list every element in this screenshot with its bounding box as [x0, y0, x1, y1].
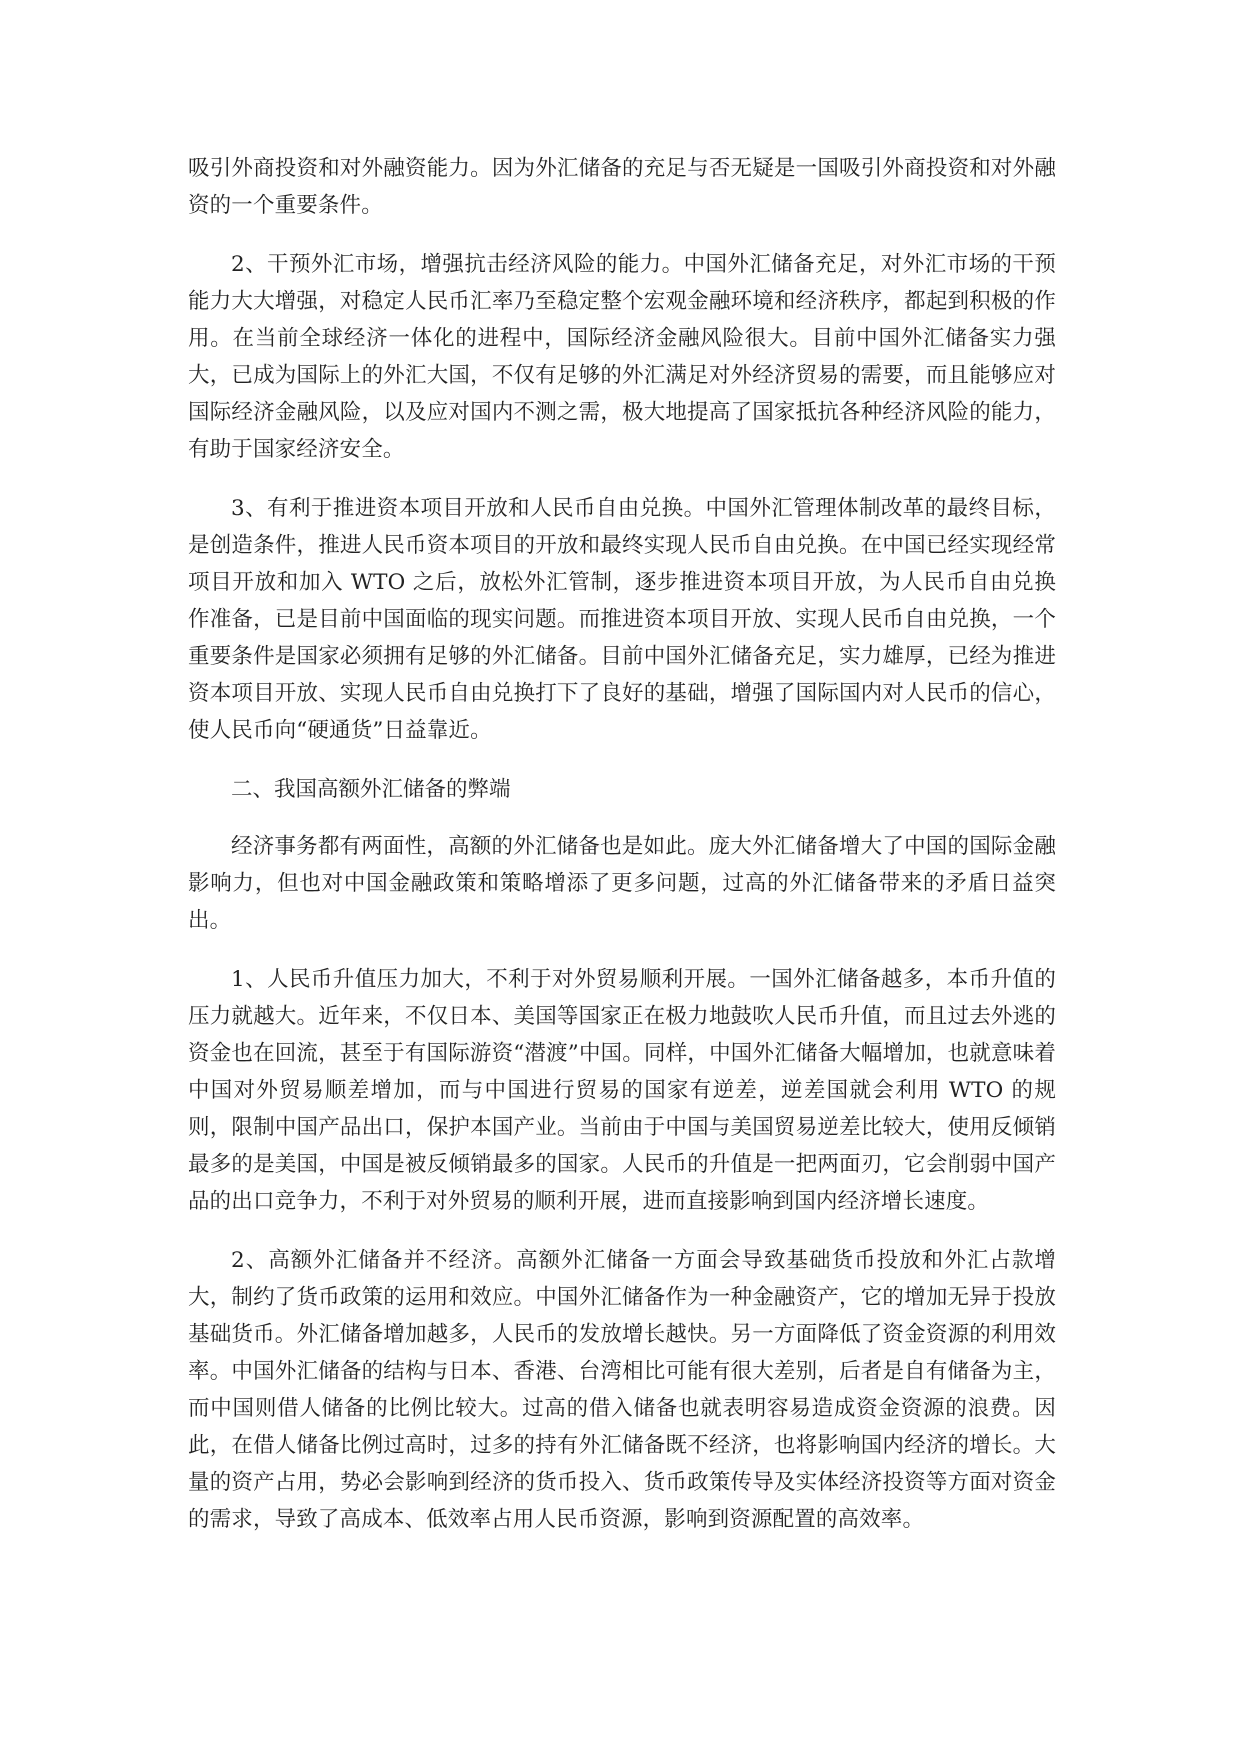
paragraph-drawback-1: 1、人民币升值压力加大，不利于对外贸易顺利开展。一国外汇储备越多，本币升值的压力就越大。近年来，不仅日本、美国等国家正在极力地鼓吹人民币升值，而且过去外逃的资金也在回流，甚至于有国际游资“潜渡”中国。同样，中国外汇储备大幅增加，也就意味着中国对外贸易顺差增加，而与中国进行贸易的国家有逆差，逆差国就会利用 WTO 的规则，限制中国产品出口，保护本国产业。当前由于中国与美国贸易逆差比较大，使用反倾销最多的是美国，中国是被反倾销最多的国家。人民币的升值是一把两面刃，它会削弱中国产品的出口竞争力，不利于对外贸易的顺利开展，进而直接影响到国内经济增长速度。 — [188, 967, 1056, 1214]
document-body — [188, 150, 1056, 1560]
paragraph-continuation: 吸引外商投资和对外融资能力。因为外汇储备的充足与否无疑是一国吸引外商投资和对外融资的一个重要条件。 — [188, 156, 1056, 218]
paragraph-intro: 经济事务都有两面性，高额的外汇储备也是如此。庞大外汇储备增大了中国的国际金融影响力，但也对中国金融政策和策略增添了更多问题，过高的外汇储备带来的矛盾日益突出。 — [188, 834, 1056, 933]
section-heading: 二、我国高额外汇储备的弊端 — [231, 777, 511, 802]
paragraph-drawback-2: 2、高额外汇储备并不经济。高额外汇储备一方面会导致基础货币投放和外汇占款增大，制约了货币政策的运用和效应。中国外汇储备作为一种金融资产，它的增加无异于投放基础货币。外汇储备增加越多，人民币的发放增长越快。另一方面降低了资金资源的利用效率。中国外汇储备的结构与日本、香港、台湾相比可能有很大差别，后者是自有储备为主，而中国则借人储备的比例比较大。过高的借入储备也就表明容易造成资金资源的浪费。因此，在借人储备比例过高时，过多的持有外汇储备既不经济，也将影响国内经济的增长。大量的资产占用，势必会影响到经济的货币投入、货币政策传导及实体经济投资等方面对资金的需求，导致了高成本、低效率占用人民币资源，影响到资源配置的高效率。 — [188, 1248, 1056, 1532]
paragraph-point-2: 2、干预外汇市场，增强抗击经济风险的能力。中国外汇储备充足，对外汇市场的干预能力大大增强，对稳定人民币汇率乃至稳定整个宏观金融环境和经济秩序，都起到积极的作用。在当前全球经济一体化的进程中，国际经济金融风险很大。目前中国外汇储备实力强大，已成为国际上的外汇大国，不仅有足够的外汇满足对外经济贸易的需要，而且能够应对国际经济金融风险，以及应对国内不测之需，极大地提高了国家抵抗各种经济风险的能力，有助于国家经济安全。 — [188, 252, 1056, 462]
paragraph-point-3: 3、有利于推进资本项目开放和人民币自由兑换。中国外汇管理体制改革的最终目标，是创造条件，推进人民币资本项目的开放和最终实现人民币自由兑换。在中国已经实现经常项目开放和加入 WTO 之后，放松外汇管制，逐步推进资本项目开放，为人民币自由兑换作准备，已是目前中国面临的现实问题。而推进资本项目开放、实现人民币自由兑换，一个重要条件是国家必须拥有足够的外汇储备。目前中国外汇储备充足，实力雄厚，已经为推进资本项目开放、实现人民币自由兑换打下了良好的基础，增强了国际国内对人民币的信心，使人民币向“硬通货”日益靠近。 — [188, 496, 1056, 743]
